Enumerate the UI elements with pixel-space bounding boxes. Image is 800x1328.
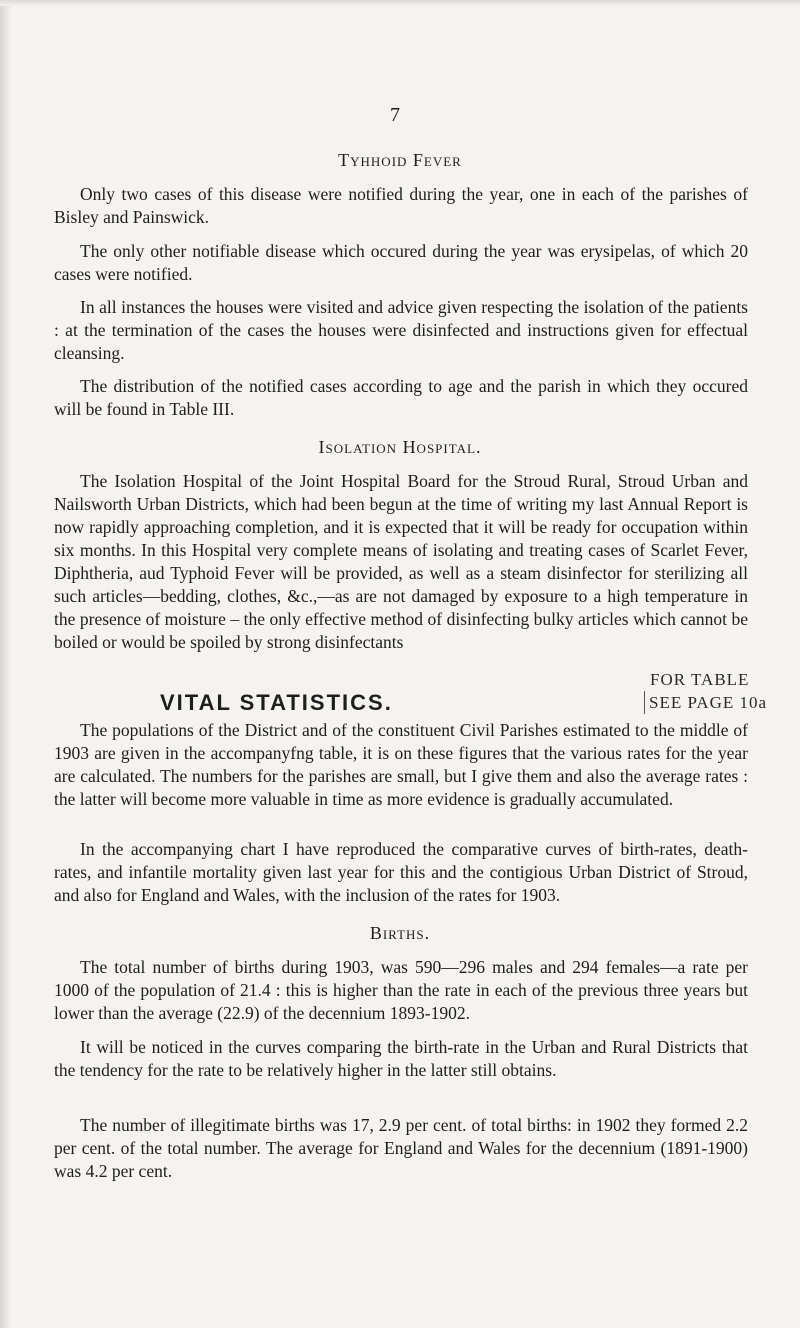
stamp-line-1: FOR TABLE — [650, 670, 750, 689]
isolation-heading: Isolation Hospital. — [318, 437, 482, 457]
typhoid-paragraph-3: In all instances the houses were visited and advice given respecting the isolation of the patients : at the termination of the cases the houses were disinfected and instructions given for effectual cleansing. — [54, 297, 748, 363]
table-reference-stamp — [650, 668, 767, 714]
page-number: 7 — [390, 104, 400, 126]
births-paragraph-1: The total number of births during 1903, was 590—296 males and 294 females—a rate per 1000 of the population of 21.4 : this is higher than the rate in each of the previous three years but lower than the average (22.9) of the decennium 1893-1902. — [54, 957, 748, 1023]
vital-statistics-heading: VITAL STATISTICS. — [160, 690, 393, 715]
typhoid-paragraph-4: The distribution of the notified cases according to age and the parish in which they occured will be found in Table III. — [54, 376, 748, 419]
births-paragraph-2: It will be noticed in the curves comparing the birth-rate in the Urban and Rural Districts that the tendency for the rate to be relatively higher in the latter still obtains. — [54, 1037, 748, 1080]
typhoid-paragraph-1: Only two cases of this disease were notified during the year, one in each of the parishes of Bisley and Painswick. — [54, 184, 748, 227]
births-paragraph-3: The number of illegitimate births was 17, 2.9 per cent. of total births: in 1902 they formed 2.2 per cent. of the total number. The average for England and Wales for the decennium (1891-1900) was 4.2 per cent. — [54, 1115, 748, 1181]
births-heading: Births. — [369, 923, 431, 943]
stamp-line-2: SEE PAGE 10a — [644, 691, 767, 714]
page-top-shadow — [0, 0, 800, 6]
vital-paragraph-1: The populations of the District and of the constituent Civil Parishes estimated to the middle of 1903 are given in the accompanyfng table, it is on these figures that the various rates for the year are calculated. The numbers for the parishes are small, but I give them and also the average rates : the latter will become more valuable in time as more evidence is gradually accumulated. — [54, 720, 748, 809]
typhoid-paragraph-2: The only other notifiable disease which occured during the year was erysipelas, of which 20 cases were notified. — [54, 241, 748, 284]
isolation-paragraph: The Isolation Hospital of the Joint Hospital Board for the Stroud Rural, Stroud Urban and Nailsworth Urban Districts, which had been begun at the time of writing my last Annual Report is now rapidly approaching completion, and it is expected that it will be ready for occupation within six months. In this Hospital very complete means of isolating and treating cases of Scarlet Fever, Diphtheria, aud Typhoid Fever will be provided, as well as a steam disinfector for sterilizing all such articles—bedding, clothes, &c.,—as are not damaged by exposure to a high temperature in the presence of moisture – the only effective method of disinfecting bulky articles which cannot be boiled or would be spoiled by strong disinfectants — [54, 471, 748, 652]
page-edge-shadow — [0, 0, 12, 1328]
vital-paragraph-2: In the accompanying chart I have reproduced the comparative curves of birth-rates, death-rates, and infantile mortality given last year for this and the contigious Urban District of Stroud, and also for England and Wales, with the inclusion of the rates for 1903. — [54, 839, 748, 905]
typhoid-heading: Tyhhoid Fever — [338, 150, 462, 170]
